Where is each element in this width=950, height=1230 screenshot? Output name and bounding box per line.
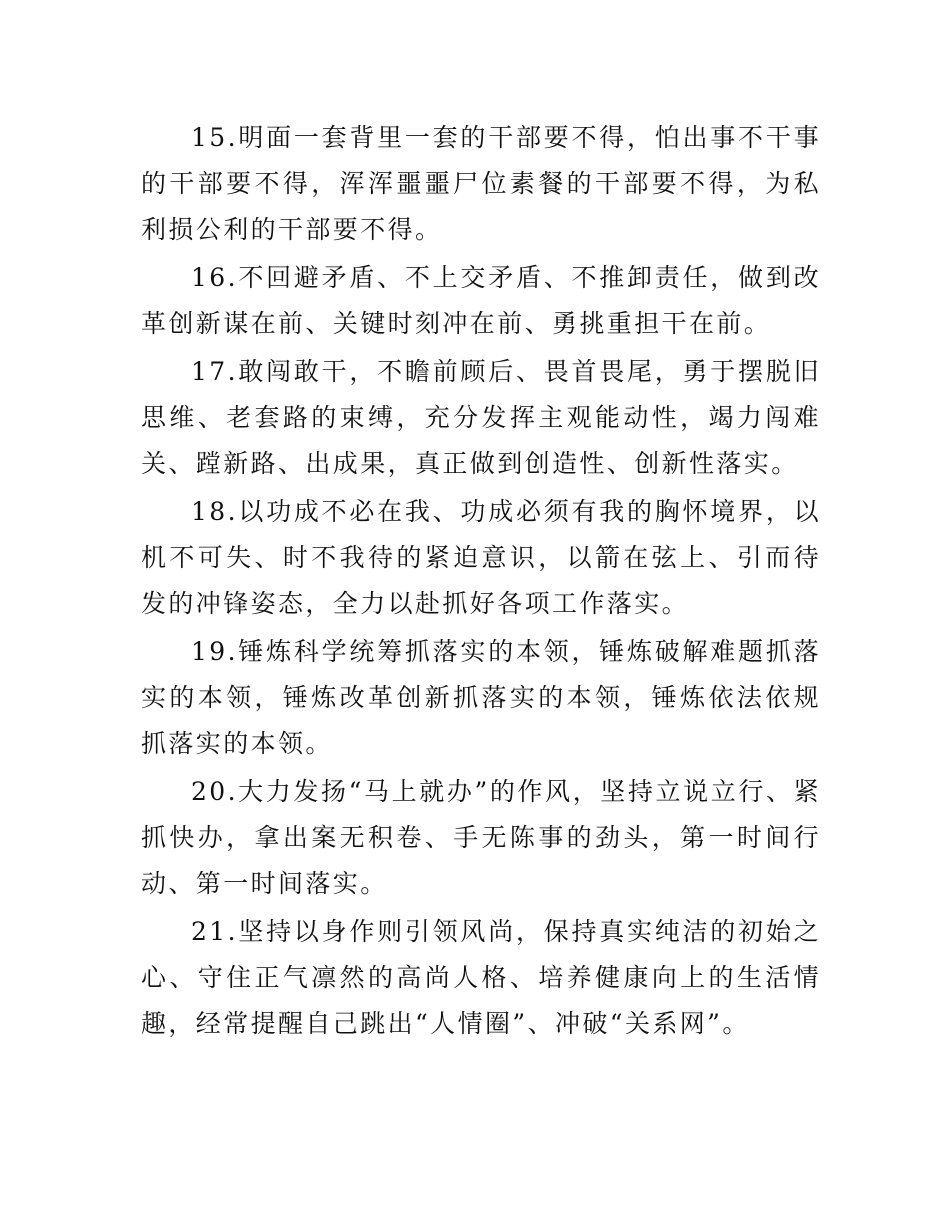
paragraph-19: 19.锤炼科学统筹抓落实的本领，锤炼破解难题抓落实的本领，锤炼改革创新抓落实的本领，锤炼依法依规抓落实的本领。 — [141, 637, 821, 758]
paragraph-18: 18.以功成不必在我、功成必须有我的胸怀境界，以机不可失、时不我待的紧迫意识，以箭在弦上、引而待发的冲锋姿态，全力以赴抓好各项工作落实。 — [141, 497, 821, 618]
paragraph-15: 15.明面一套背里一套的干部要不得，怕出事不干事的干部要不得，浑浑噩噩尸位素餐的干部要不得，为私利损公利的干部要不得。 — [141, 123, 821, 244]
paragraph-17: 17.敢闯敢干，不瞻前顾后、畏首畏尾，勇于摆脱旧思维、老套路的束缚，充分发挥主观能动性，竭力闯难关、蹚新路、出成果，真正做到创造性、创新性落实。 — [141, 357, 821, 478]
document-body — [141, 115, 821, 1049]
paragraph-16: 16.不回避矛盾、不上交矛盾、不推卸责任，做到改革创新谋在前、关键时刻冲在前、勇挑重担干在前。 — [141, 263, 821, 338]
paragraph-21: 21.坚持以身作则引领风尚，保持真实纯洁的初始之心、守住正气凛然的高尚人格、培养健康向上的生活情趣，经常提醒自己跳出“人情圈”、冲破“关系网”。 — [141, 917, 821, 1038]
paragraph-20: 20.大力发扬“马上就办”的作风，坚持立说立行、紧抓快办，拿出案无积卷、手无陈事的劲头，第一时间行动、第一时间落实。 — [141, 777, 821, 898]
